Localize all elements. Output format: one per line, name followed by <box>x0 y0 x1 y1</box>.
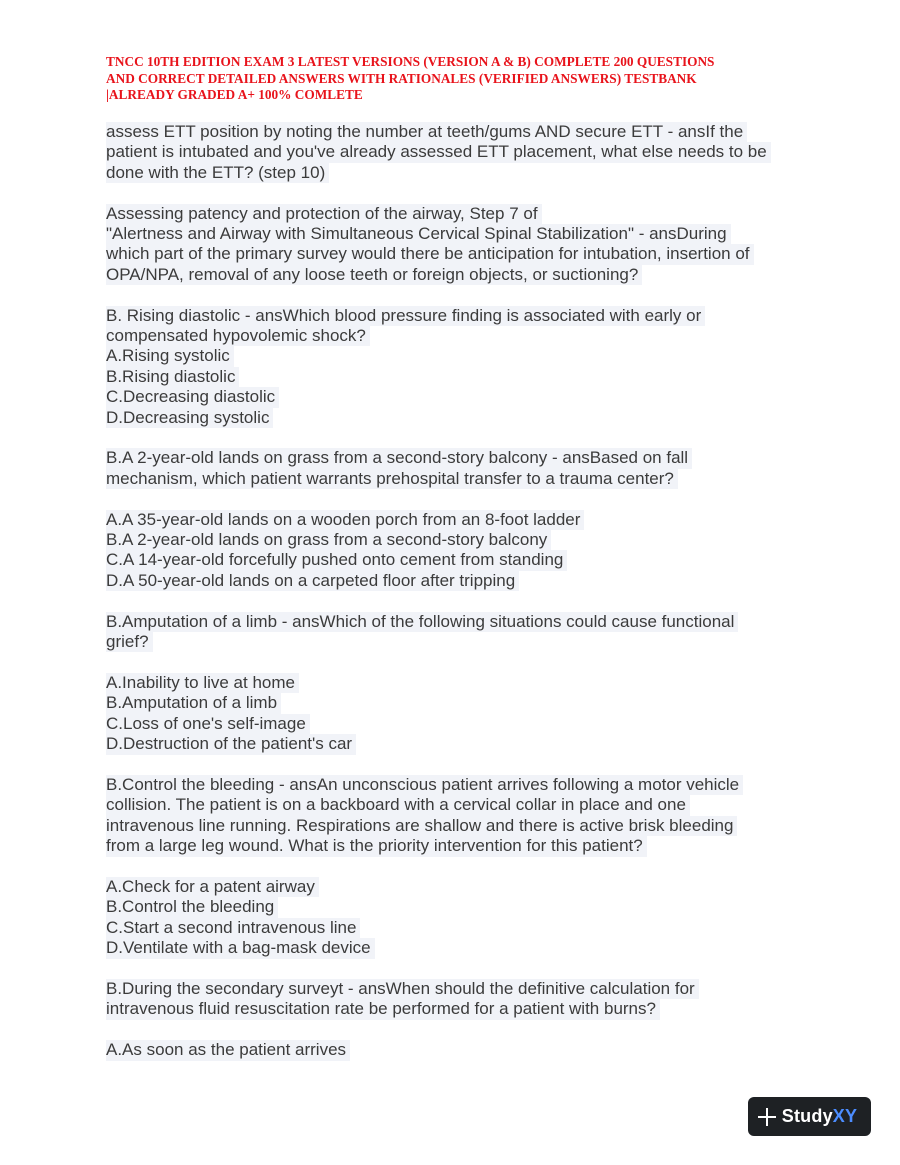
text-line: patient is intubated and you've already assessed ETT placement, what else needs to be <box>106 142 771 162</box>
options-block <box>106 673 806 755</box>
text-line: B. Rising diastolic - ansWhich blood pressure finding is associated with early or <box>106 306 705 326</box>
option-line: D.Ventilate with a bag-mask device <box>106 938 375 958</box>
option-line: C.Loss of one's self-image <box>106 714 310 734</box>
text-line: B.A 2-year-old lands on grass from a second-story balcony - ansBased on fall <box>106 448 692 468</box>
document-body <box>106 122 806 1081</box>
options-block <box>106 1040 806 1060</box>
option-line: D.A 50-year-old lands on a carpeted floor after tripping <box>106 571 519 591</box>
text-line: compensated hypovolemic shock? <box>106 326 370 346</box>
option-line: A.As soon as the patient arrives <box>106 1040 350 1060</box>
plus-icon <box>758 1108 776 1126</box>
document-title <box>106 54 806 104</box>
title-line: AND CORRECT DETAILED ANSWERS WITH RATIONALES (VERIFIED ANSWERS) TESTBANK <box>106 70 697 86</box>
qa-block <box>106 979 806 1020</box>
options-block <box>106 877 806 959</box>
option-line: C.A 14-year-old forcefully pushed onto cement from standing <box>106 550 567 570</box>
option-line: C.Decreasing diastolic <box>106 387 279 407</box>
text-line: collision. The patient is on a backboard with a cervical collar in place and one <box>106 795 690 815</box>
qa-block <box>106 612 806 653</box>
studyxy-logo-badge[interactable] <box>748 1097 871 1136</box>
title-line: |ALREADY GRADED A+ 100% COMLETE <box>106 87 363 102</box>
qa-block <box>106 204 806 286</box>
option-line: C.Start a second intravenous line <box>106 918 360 938</box>
qa-block <box>106 775 806 857</box>
qa-block <box>106 122 806 183</box>
text-line: grief? <box>106 632 153 652</box>
text-line: done with the ETT? (step 10) <box>106 163 329 183</box>
text-line: "Alertness and Airway with Simultaneous Cervical Spinal Stabilization" - ansDuring <box>106 224 731 244</box>
option-line: B.Control the bleeding <box>106 897 278 917</box>
option-line: B.Rising diastolic <box>106 367 239 387</box>
option-line: A.Inability to live at home <box>106 673 299 693</box>
qa-block <box>106 448 806 489</box>
option-line: D.Decreasing systolic <box>106 408 273 428</box>
text-line: assess ETT position by noting the number at teeth/gums AND secure ETT - ansIf the <box>106 122 747 142</box>
logo-text-xy: XY <box>832 1106 858 1126</box>
text-line: B.During the secondary surveyt - ansWhen should the definitive calculation for <box>106 979 699 999</box>
option-line: B.Amputation of a limb <box>106 693 281 713</box>
logo-text-study: Study <box>781 1106 833 1126</box>
text-line: mechanism, which patient warrants prehospital transfer to a trauma center? <box>106 469 678 489</box>
text-line: B.Amputation of a limb - ansWhich of the following situations could cause functional <box>106 612 738 632</box>
text-line: OPA/NPA, removal of any loose teeth or foreign objects, or suctioning? <box>106 265 642 285</box>
text-line: Assessing patency and protection of the airway, Step 7 of <box>106 204 542 224</box>
option-line: B.A 2-year-old lands on grass from a second-story balcony <box>106 530 551 550</box>
text-line: intravenous fluid resuscitation rate be performed for a patient with burns? <box>106 999 660 1019</box>
logo-text <box>782 1106 857 1127</box>
option-line: D.Destruction of the patient's car <box>106 734 356 754</box>
options-block <box>106 510 806 592</box>
text-line: intravenous line running. Respirations are shallow and there is active brisk bleeding <box>106 816 737 836</box>
option-line: A.A 35-year-old lands on a wooden porch from an 8-foot ladder <box>106 510 584 530</box>
text-line: which part of the primary survey would there be anticipation for intubation, insertion of <box>106 244 754 264</box>
option-line: A.Check for a patent airway <box>106 877 319 897</box>
text-line: B.Control the bleeding - ansAn unconscious patient arrives following a motor vehicle <box>106 775 743 795</box>
text-line: from a large leg wound. What is the priority intervention for this patient? <box>106 836 647 856</box>
title-line: TNCC 10TH EDITION EXAM 3 LATEST VERSIONS (VERSION A & B) COMPLETE 200 QUESTIONS <box>106 54 715 69</box>
option-line: A.Rising systolic <box>106 346 234 366</box>
qa-block <box>106 306 806 428</box>
